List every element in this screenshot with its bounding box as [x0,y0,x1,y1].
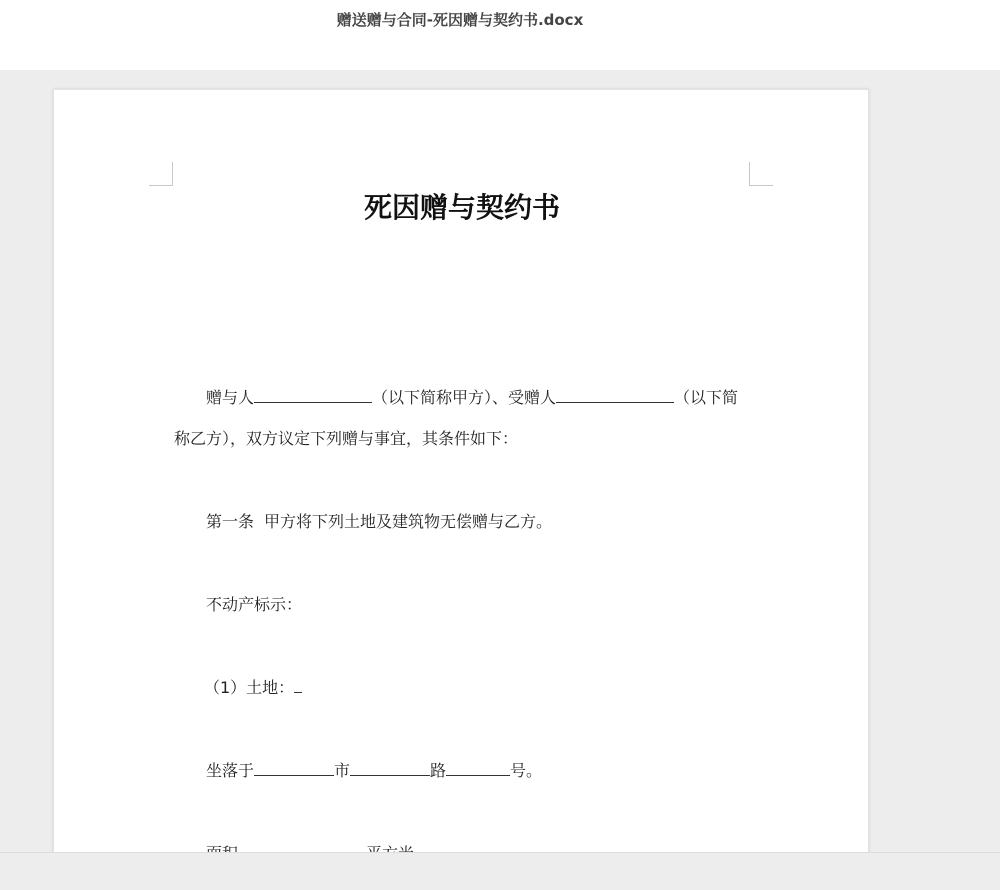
land-label: （1）土地： [204,678,295,697]
margin-corner-marker-left [149,162,173,186]
donor-alias-text: （以下简称甲方）、受赠人 [372,388,557,407]
donee-alias-text: （以下简 [674,388,739,407]
paragraph-parties-line2: 称乙方），双方议定下列赠与事宜，其条件如下： [174,429,519,448]
donee-blank [556,387,674,403]
road-label: 路 [430,761,447,780]
location-line [206,760,542,782]
city-label: 市 [334,761,351,780]
document-heading: 死因赠与契约书 [363,191,560,224]
land-line [204,677,302,699]
document-file-title: 赠送赠与合同-死因赠与契约书.docx [336,11,584,29]
bottom-status-bar [0,852,1000,890]
donor-blank [254,387,372,403]
paragraph-parties-line1 [206,387,738,409]
document-page [53,89,869,889]
article-1-text: 甲方将下列土地及建筑物无偿赠与乙方。 [264,512,553,531]
article-1-label: 第一条 [206,512,255,531]
land-blank [294,677,302,693]
city-blank [254,760,334,776]
margin-corner-marker-right [749,162,773,186]
number-label: 号。 [510,761,543,780]
property-label: 不动产标示： [206,595,303,614]
number-blank [446,760,510,776]
title-bar [0,0,1000,70]
donor-label: 赠与人 [206,388,255,407]
article-1 [206,511,552,533]
location-prefix: 坐落于 [206,761,255,780]
road-blank [350,760,430,776]
